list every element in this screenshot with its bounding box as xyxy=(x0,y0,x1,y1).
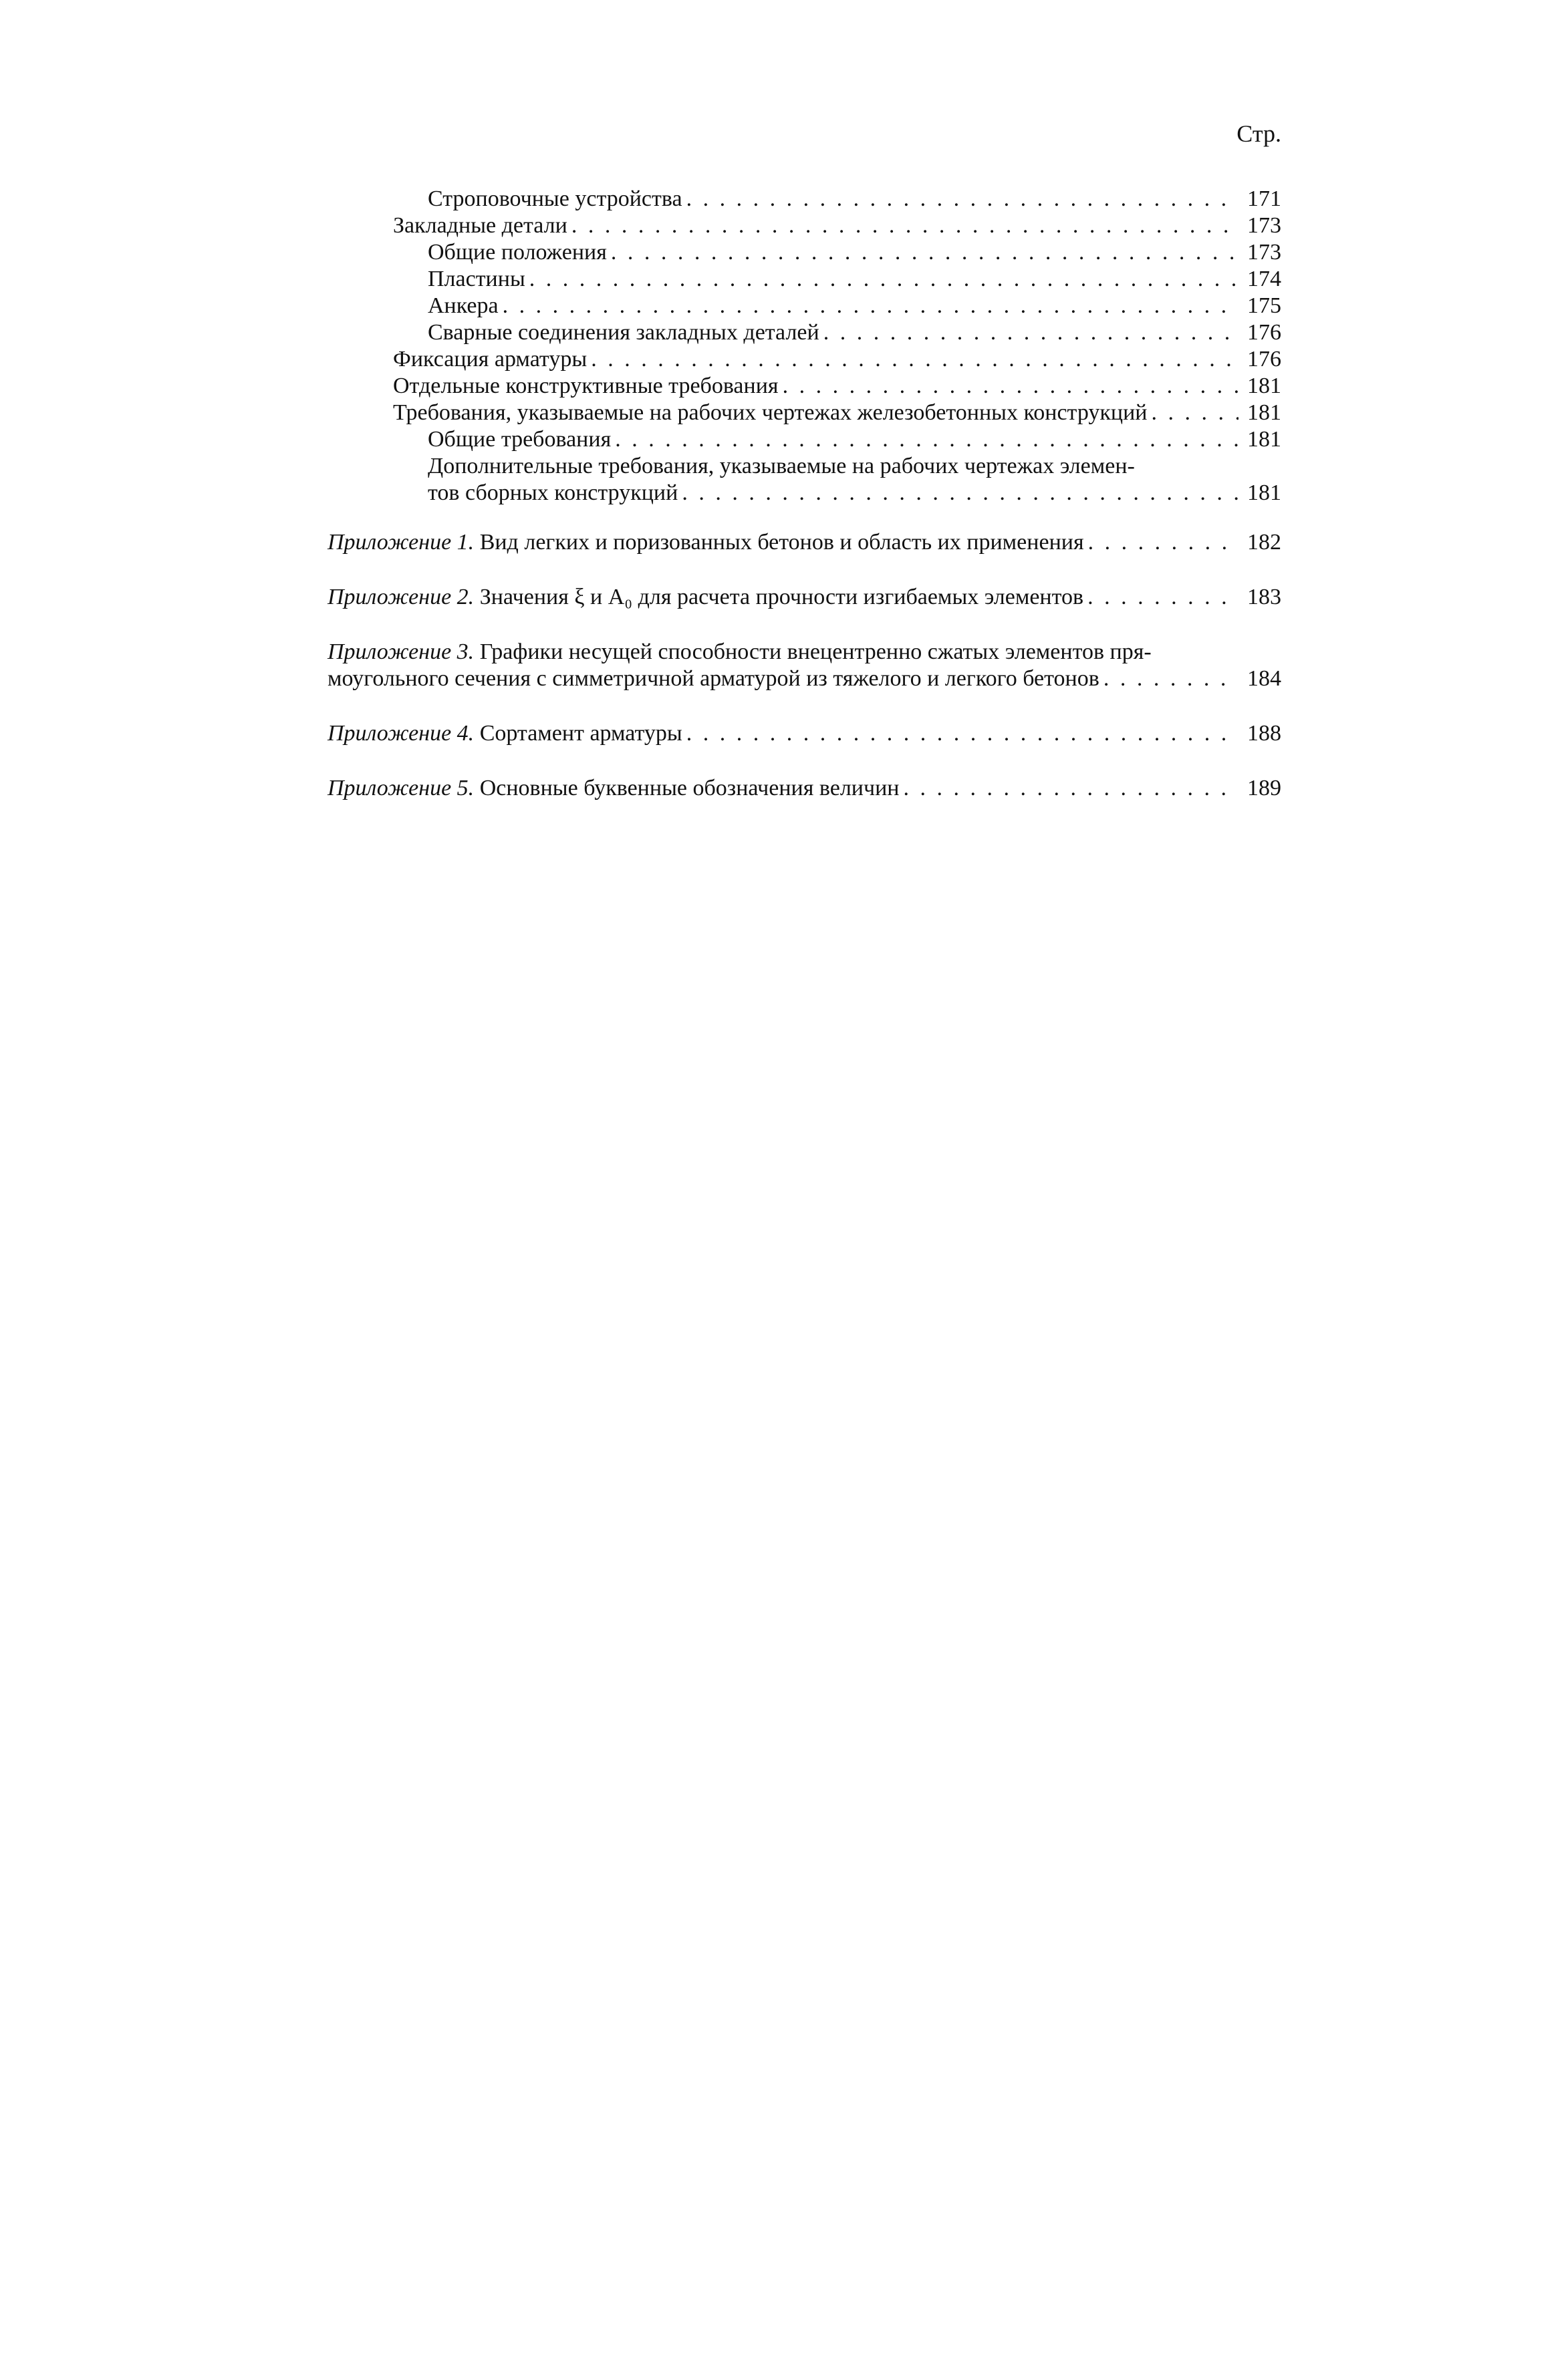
toc-entry-title-line2: тов сборных конструкций xyxy=(428,480,678,505)
toc-entry-title: Фиксация арматуры xyxy=(393,347,588,371)
appendix-entry[interactable] xyxy=(328,529,1281,556)
appendix-label: Приложение 3. xyxy=(328,639,475,664)
toc-entry-page: 176 xyxy=(1247,347,1281,371)
toc-entry[interactable] xyxy=(328,400,1281,426)
toc-entry-title: Анкера xyxy=(428,293,499,318)
appendix-title-line1: Графики несущей способности внецентренно сжатых элементов пря- xyxy=(479,639,1152,664)
toc-entry[interactable] xyxy=(328,186,1281,212)
toc-entry[interactable] xyxy=(328,212,1281,239)
appendix-label: Приложение 2. xyxy=(328,585,475,609)
toc-entry-page: 171 xyxy=(1247,186,1281,211)
toc-entry-title: Отдельные конструктивные требования xyxy=(393,374,779,398)
toc-entry-page: 174 xyxy=(1247,267,1281,291)
appendix-label: Приложение 1. xyxy=(328,530,475,555)
appendix-title: Основные буквенные обозначения величин xyxy=(479,776,900,800)
toc-entry-page: 181 xyxy=(1247,400,1281,425)
dot-leader xyxy=(903,775,1239,802)
toc-entry[interactable] xyxy=(328,426,1281,453)
toc-entry[interactable] xyxy=(328,266,1281,293)
dot-leader xyxy=(823,319,1239,346)
toc-entry-page: 176 xyxy=(1247,320,1281,345)
toc-entry-title: Общие требования xyxy=(428,427,612,452)
toc-entry-page: 175 xyxy=(1247,293,1281,318)
dot-leader xyxy=(615,426,1239,453)
dot-leader xyxy=(571,212,1239,239)
appendix-title: Сортамент арматуры xyxy=(479,721,682,746)
toc-entry-page: 181 xyxy=(1247,427,1281,452)
toc-entry[interactable] xyxy=(328,293,1281,319)
appendix-page: 188 xyxy=(1247,721,1281,746)
appendix-page: 189 xyxy=(1247,776,1281,800)
toc-entry-title: Строповочные устройства xyxy=(428,186,682,211)
toc-entry[interactable] xyxy=(328,319,1281,346)
appendix-entry[interactable] xyxy=(328,720,1281,747)
toc-entry-title: Общие положения xyxy=(428,240,607,265)
toc-entry-title: Сварные соединения закладных деталей xyxy=(428,320,819,345)
toc-entry[interactable] xyxy=(328,239,1281,266)
dot-leader xyxy=(591,346,1239,373)
toc-entry-title: Пластины xyxy=(428,267,525,291)
toc-entry-title: Требования, указываемые на рабочих чертежах железобетонных конструкций xyxy=(393,400,1148,425)
appendix-page: 184 xyxy=(1247,666,1281,691)
appendix-page: 183 xyxy=(1247,585,1281,609)
appendix-label: Приложение 4. xyxy=(328,721,475,746)
table-of-contents xyxy=(328,186,1281,802)
dot-leader xyxy=(686,186,1239,212)
toc-entry-page: 181 xyxy=(1247,374,1281,398)
dot-leader xyxy=(1152,400,1239,426)
dot-leader xyxy=(529,266,1239,293)
appendix-entry[interactable] xyxy=(328,775,1281,802)
toc-entry-page: 173 xyxy=(1247,213,1281,238)
dot-leader xyxy=(1088,529,1239,556)
dot-leader xyxy=(783,373,1239,400)
dot-leader xyxy=(611,239,1239,266)
toc-entry-title: Закладные детали xyxy=(393,213,567,238)
toc-entry-page: 173 xyxy=(1247,240,1281,265)
toc-entry-title-line1: Дополнительные требования, указываемые на рабочих чертежах элемен- xyxy=(428,454,1135,478)
dot-leader xyxy=(682,480,1239,506)
page-column-label: Стр. xyxy=(1236,120,1281,147)
dot-leader xyxy=(686,720,1239,747)
appendix-label: Приложение 5. xyxy=(328,776,475,800)
appendix-entry[interactable] xyxy=(328,584,1281,611)
toc-entry[interactable] xyxy=(328,373,1281,400)
appendix-page: 182 xyxy=(1247,530,1281,555)
toc-entry[interactable] xyxy=(328,453,1281,506)
appendix-entry[interactable] xyxy=(328,639,1281,692)
toc-entry-page: 181 xyxy=(1247,480,1281,505)
dot-leader xyxy=(1087,584,1239,611)
dot-leader xyxy=(1103,665,1239,692)
appendix-title: Вид легких и поризованных бетонов и область их применения xyxy=(479,530,1084,555)
toc-entry[interactable] xyxy=(328,346,1281,373)
dot-leader xyxy=(503,293,1239,319)
appendix-title-line2: моугольного сечения с симметричной арматурой из тяжелого и легкого бетонов xyxy=(328,666,1099,691)
appendix-title: Значения ξ и A₀ для расчета прочности изгибаемых элементов xyxy=(479,585,1084,609)
